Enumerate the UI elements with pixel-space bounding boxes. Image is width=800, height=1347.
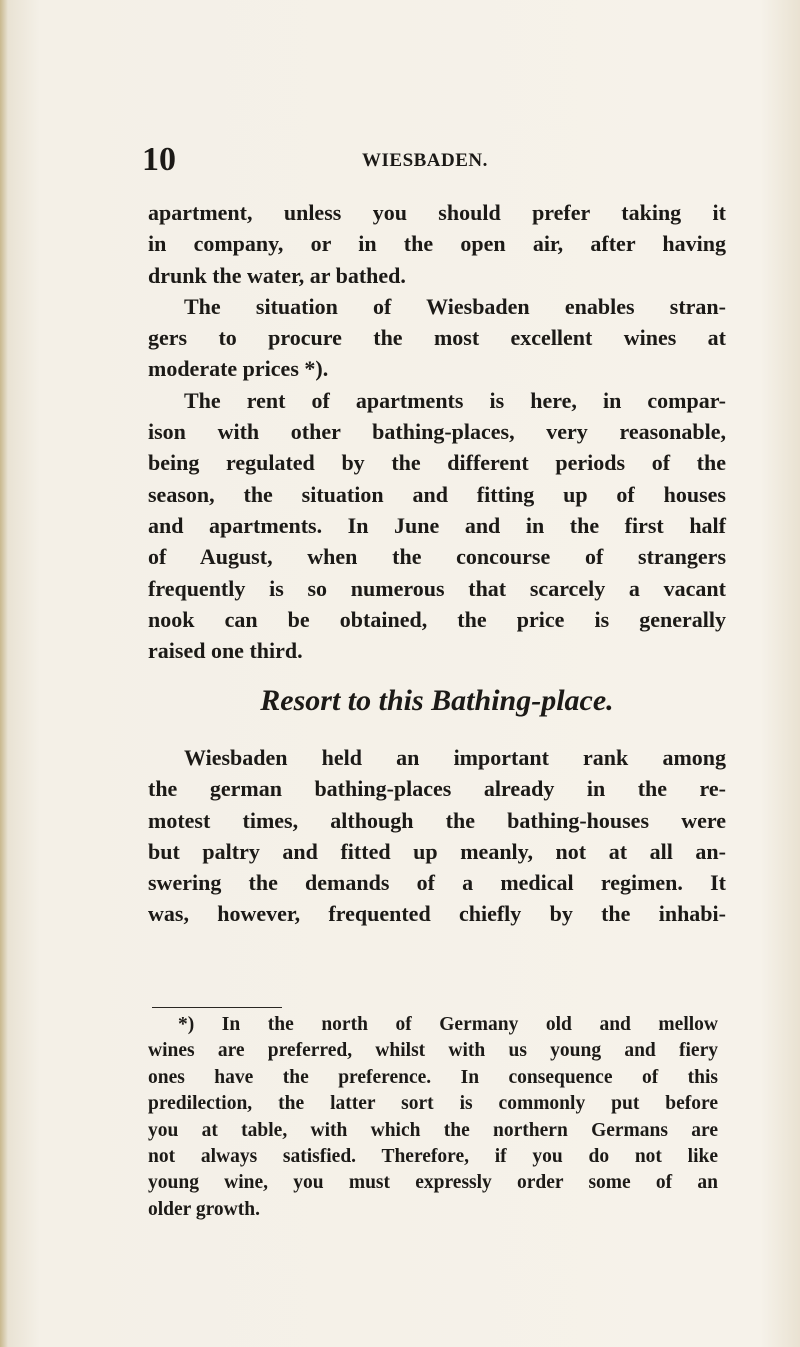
body-text	[148, 197, 726, 927]
paragraph-2	[148, 291, 726, 385]
footnote-line: predilection, the latter sort is commonly put before	[148, 1093, 718, 1115]
footnote-line: wines are preferred, whilst with us young and fiery	[148, 1040, 718, 1062]
paragraph-4	[148, 742, 726, 930]
running-head: WIESBADEN.	[362, 150, 488, 171]
text-line: raised one third.	[148, 638, 303, 664]
paragraph-1	[148, 197, 726, 291]
text-line: frequently is so numerous that scarcely a vacant	[148, 575, 726, 601]
footnote-line: young wine, you must expressly order some of an	[148, 1172, 718, 1194]
text-line: nook can be obtained, the price is generally	[148, 606, 726, 632]
text-line: season, the situation and fitting up of houses	[148, 481, 726, 507]
text-line: and apartments. In June and in the first half	[148, 512, 726, 538]
page-header	[142, 140, 722, 180]
text-line: apartment, unless you should prefer taking it	[148, 200, 726, 225]
footnote-line: you at table, with which the northern Germans are	[148, 1119, 718, 1141]
text-line: The situation of Wiesbaden enables stran-	[184, 293, 726, 319]
text-line: the german bathing-places already in the re-	[148, 776, 726, 802]
footnote-line: ones have the preference. In consequence of this	[148, 1066, 718, 1088]
footnote	[148, 1012, 718, 1223]
text-line: ison with other bathing-places, very reasonable,	[148, 419, 726, 445]
text-line: but paltry and fitted up meanly, not at all an-	[148, 838, 726, 864]
section-heading: Resort to this Bathing-place.	[260, 684, 614, 717]
text-line: gers to procure the most excellent wines at	[148, 325, 726, 351]
text-line: of August, when the concourse of strangers	[148, 544, 726, 570]
text-line: was, however, frequented chiefly by the inhabi-	[148, 901, 726, 927]
footnote-line: not always satisfied. Therefore, if you do not like	[148, 1146, 718, 1168]
text-line: in company, or in the open air, after having	[148, 231, 726, 257]
text-line: moderate prices *).	[148, 356, 329, 382]
text-line: drunk the water, ar bathed.	[148, 262, 406, 288]
footnote-line: *) In the north of Germany old and mellow	[178, 1014, 718, 1035]
text-line: motest times, although the bathing-houses were	[148, 807, 726, 833]
footnote-line: older growth.	[148, 1198, 260, 1220]
text-line: being regulated by the different periods of the	[148, 450, 726, 476]
text-line: Wiesbaden held an important rank among	[184, 745, 726, 770]
page-edge-shading	[0, 0, 8, 1347]
text-line: swering the demands of a medical regimen. It	[148, 870, 726, 896]
text-line: The rent of apartments is here, in compar-	[184, 387, 726, 413]
footnote-rule	[152, 1007, 282, 1008]
page-number: 10	[142, 141, 176, 178]
paragraph-3	[148, 385, 726, 667]
